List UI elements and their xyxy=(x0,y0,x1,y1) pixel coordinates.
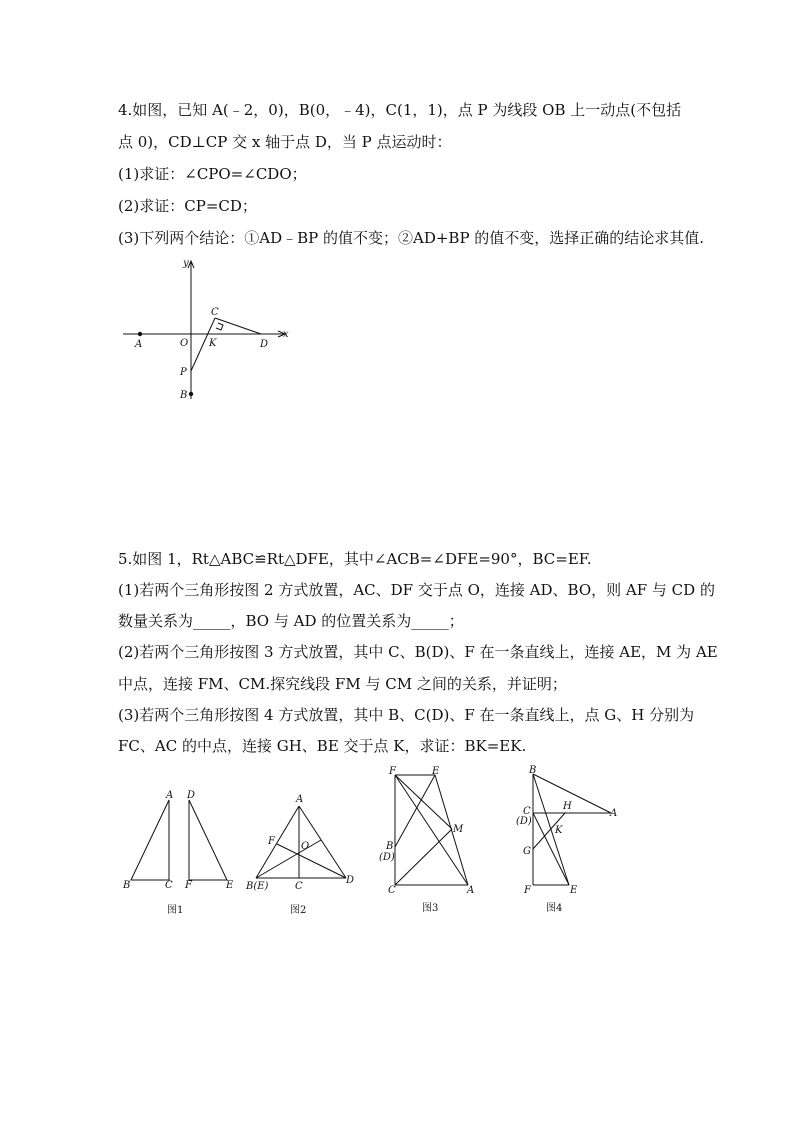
fig2-label-o: O xyxy=(301,841,310,852)
label-c: C xyxy=(211,307,219,318)
fig1-label-a: A xyxy=(166,790,174,801)
fig3-label-c: C xyxy=(388,885,396,896)
q5-line-1: 5.如图 1，Rt△ABC≌Rt△DFE，其中∠ACB=∠DFE=90°，BC=EF. xyxy=(118,550,592,568)
fig2-label-f: F xyxy=(268,836,275,847)
fig4-label-a: A xyxy=(610,808,618,819)
q4-line-5: (3)下列两个结论：①AD﹣BP 的值不变；②AD+BP 的值不变，选择正确的结论求其值. xyxy=(118,229,705,247)
fig2-label-a: A xyxy=(296,794,304,805)
fig2-side-ba xyxy=(256,806,299,878)
fig3-caption: 图3 xyxy=(422,903,439,914)
fig1-label-c: C xyxy=(165,880,173,891)
fig4-label-c: C xyxy=(523,806,531,817)
q5-figure-4 xyxy=(515,765,630,919)
segment-cd xyxy=(215,318,261,334)
q5-figure-2 xyxy=(245,790,375,924)
fig3-label-a: A xyxy=(467,885,475,896)
fig3-label-e: E xyxy=(432,766,440,777)
fig1-label-e: E xyxy=(226,880,234,891)
fig1-label-f: F xyxy=(185,880,192,891)
label-x: x xyxy=(283,329,289,340)
fig1-label-b: B xyxy=(123,880,131,891)
q4-figure xyxy=(115,255,305,419)
fig3-cm xyxy=(395,829,452,885)
q4-line-4: (2)求证：CP=CD； xyxy=(118,197,257,215)
fig3-label-d: (D) xyxy=(379,852,395,863)
fig4-label-h: H xyxy=(563,801,572,812)
fig2-label-be: B(E) xyxy=(246,881,269,892)
fig4-label-b: B xyxy=(529,765,537,776)
fig2-caption: 图2 xyxy=(290,905,307,916)
label-p: P xyxy=(180,367,187,378)
fig4-caption: 图4 xyxy=(546,903,563,914)
fig4-label-e: E xyxy=(570,885,578,896)
fig4-label-k: K xyxy=(555,825,563,836)
q4-line-2: 点 0)，CD⊥CP 交 x 轴于点 D，当 P 点运动时： xyxy=(118,133,452,151)
fig4-label-d: (D) xyxy=(516,816,532,827)
q5-line-7: FC、AC 的中点，连接 GH、BE 交于点 K，求证：BK=EK. xyxy=(118,737,527,755)
fig3-be xyxy=(395,775,435,847)
fig3-label-b: B xyxy=(386,841,394,852)
q5-line-2: (1)若两个三角形按图 2 方式放置，AC、DF 交于点 O，连接 AD、BO，则 AF 与 CD 的 xyxy=(118,581,715,599)
label-a: A xyxy=(135,339,143,350)
fig2-label-c: C xyxy=(295,881,303,892)
point-a xyxy=(138,332,142,336)
q5-line-6: (3)若两个三角形按图 4 方式放置，其中 B、C(D)、F 在一条直线上，点 G、H 分别为 xyxy=(118,706,695,724)
label-b: B xyxy=(180,390,188,401)
fig4-label-g: G xyxy=(523,846,531,857)
q5-line-5: 中点，连接 FM、CM.探究线段 FM 与 CM 之间的关系，并证明； xyxy=(118,675,567,693)
label-y: y xyxy=(183,258,189,269)
q5-figure-3 xyxy=(375,765,485,919)
fig2-bo xyxy=(256,840,321,878)
q4-line-3: (1)求证：∠CPO=∠CDO； xyxy=(118,165,307,183)
right-angle-mark xyxy=(216,323,223,330)
fig1-caption: 图1 xyxy=(167,905,184,916)
fig4-ba xyxy=(533,774,611,813)
q5-figure-1 xyxy=(115,790,245,924)
q5-line-4: (2)若两个三角形按图 3 方式放置，其中 C、B(D)、F 在一条直线上，连接 AE，M 为 AE xyxy=(118,643,718,661)
q4-line-1: 4.如图，已知 A(﹣2，0)，B(0，﹣4)，C(1，1)，点 P 为线段 OB 上一动点(不包括 xyxy=(118,101,682,119)
label-d: D xyxy=(260,339,269,350)
fig2-label-d: D xyxy=(346,875,355,886)
fig3-label-m: M xyxy=(453,824,464,835)
fig2-df xyxy=(277,844,346,878)
q5-line-3: 数量关系为_____，BO 与 AD 的位置关系为_____； xyxy=(118,612,464,630)
fig4-ce xyxy=(533,813,569,885)
triangle-dfe xyxy=(189,800,227,880)
fig3-label-f: F xyxy=(389,766,396,777)
point-b xyxy=(189,392,193,396)
triangle-abc xyxy=(131,800,169,880)
fig4-label-f: F xyxy=(524,885,531,896)
label-k: K xyxy=(209,338,217,349)
label-o: O xyxy=(180,338,189,349)
fig1-label-d: D xyxy=(187,790,196,801)
